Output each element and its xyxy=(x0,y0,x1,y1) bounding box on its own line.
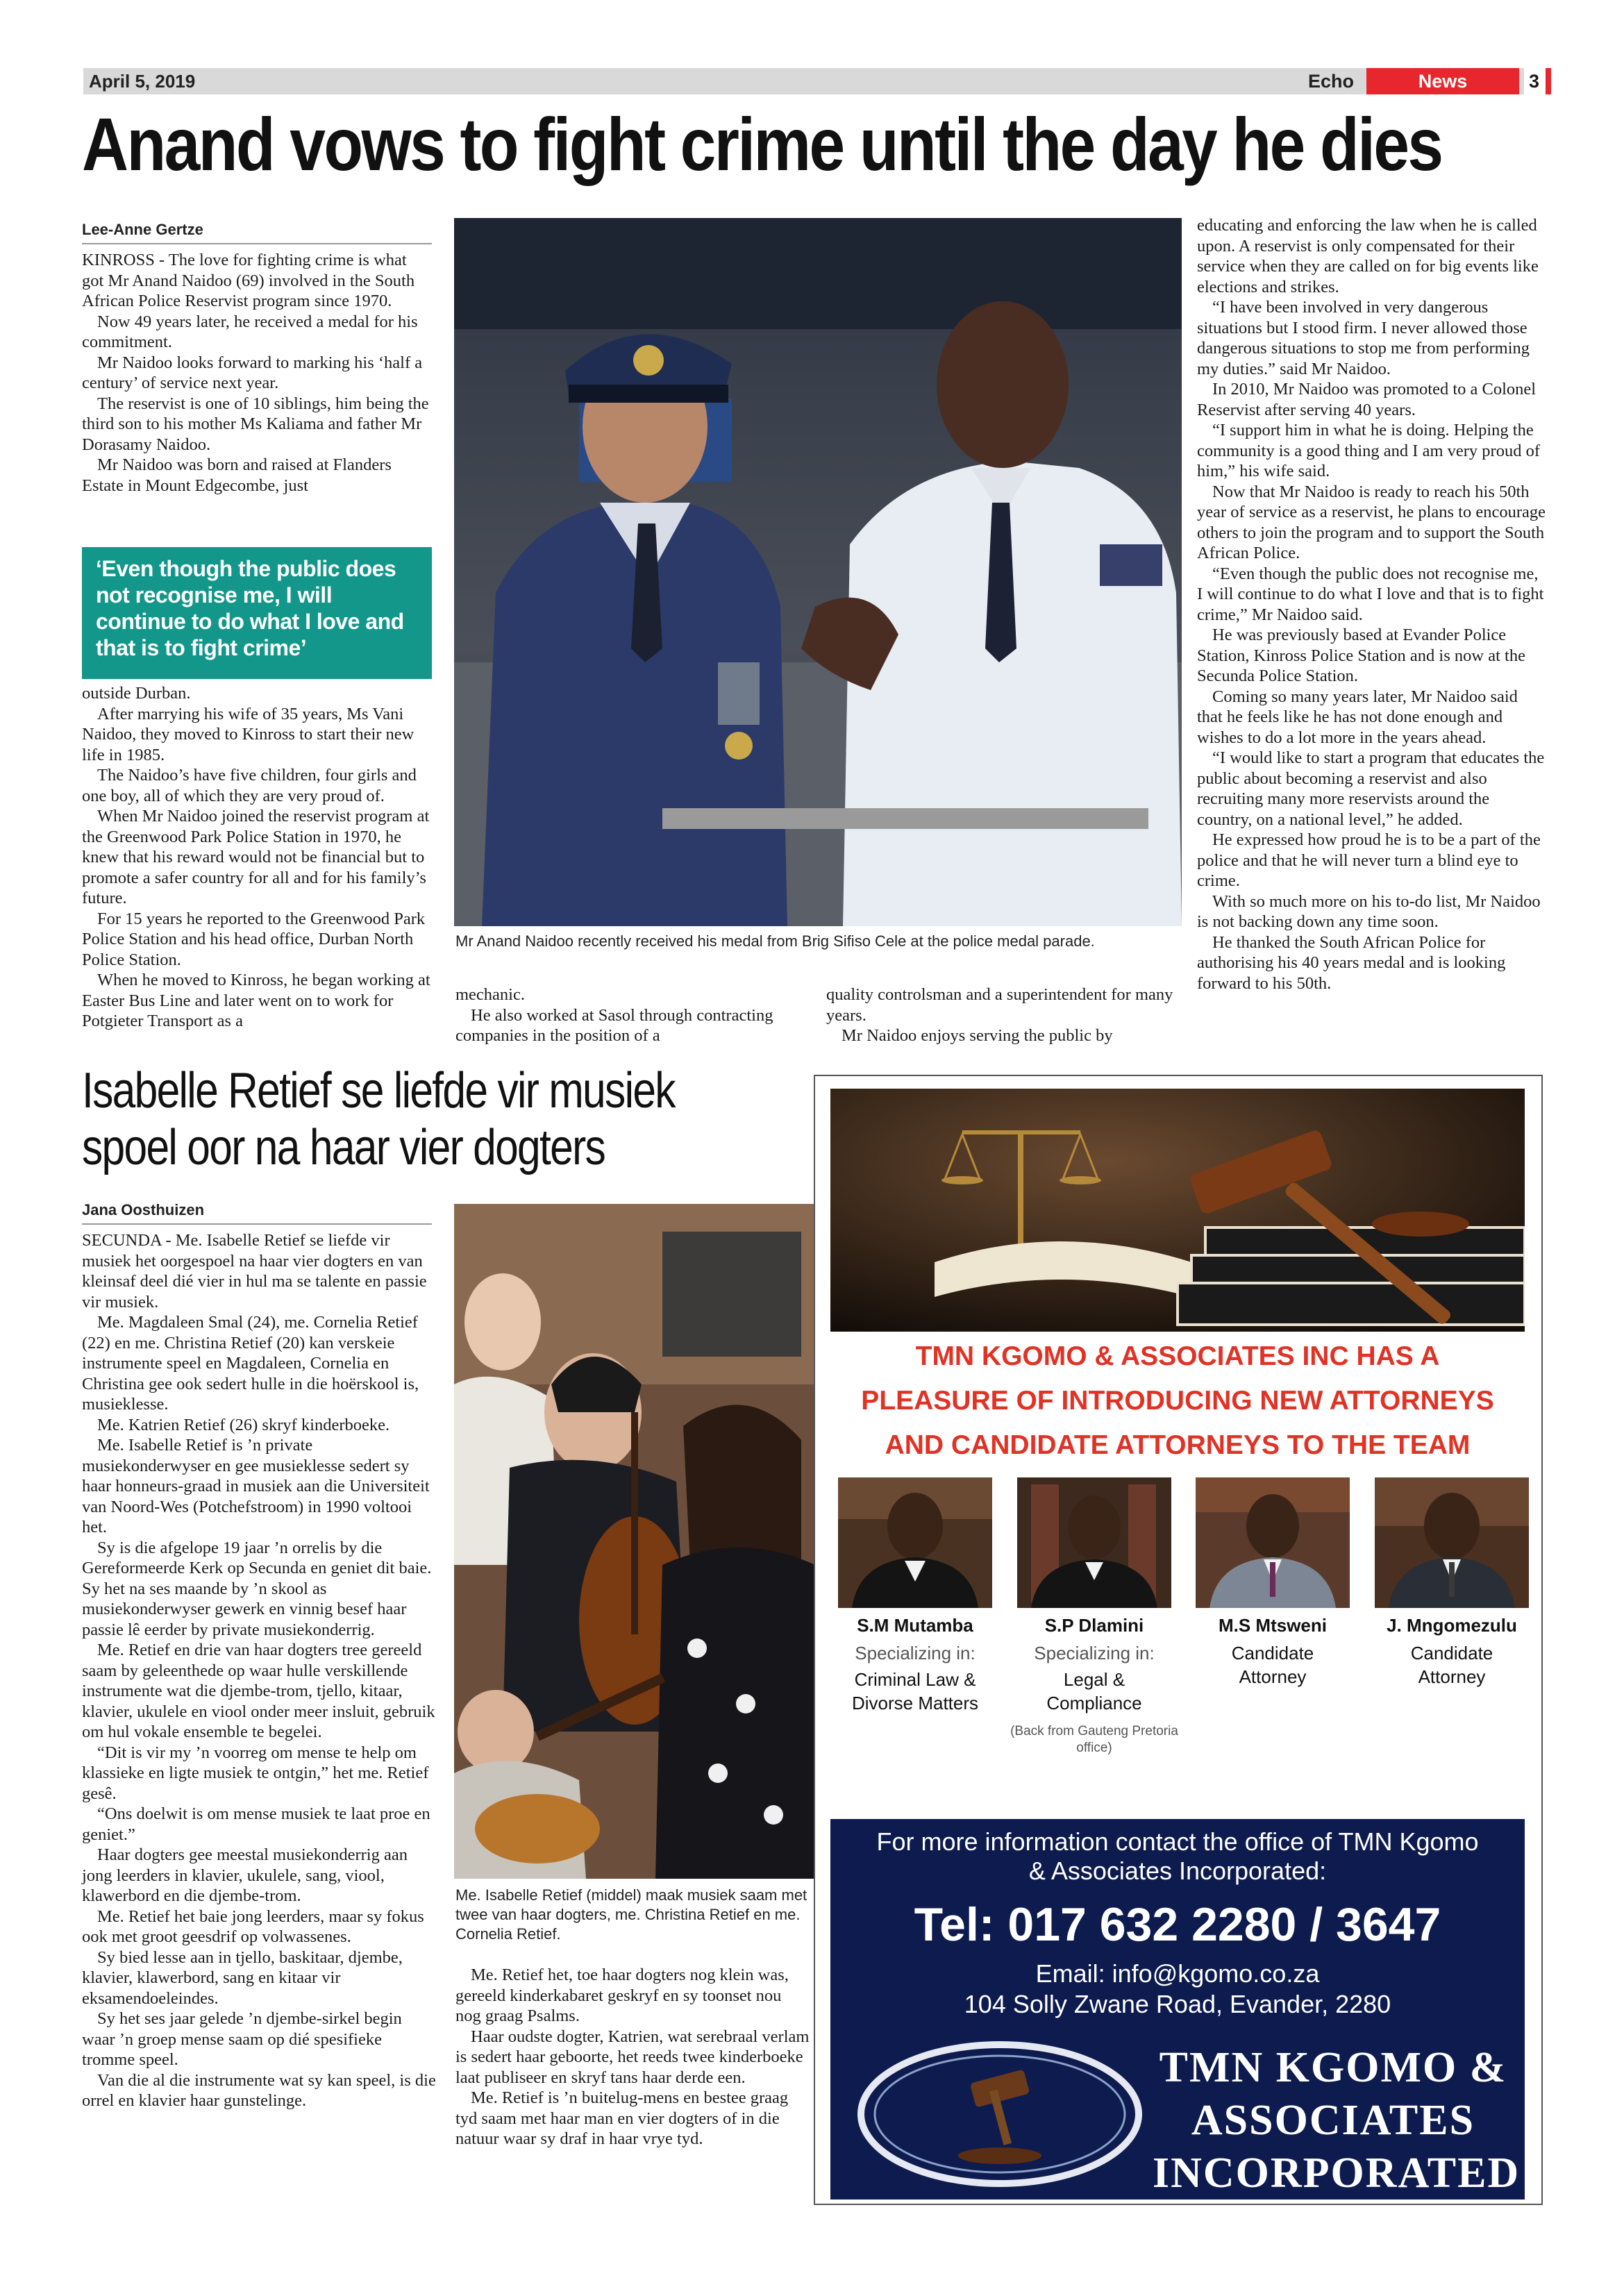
paragraph: Coming so many years later, Mr Naidoo said that he feels like he has not done enough and wishes to do a lot more in the years ahead. xyxy=(1197,687,1518,747)
attorney-spec-2: Specializing in: xyxy=(1034,1643,1155,1664)
attorney-photo-4 xyxy=(1375,1477,1529,1608)
paragraph: Sy het ses jaar gelede ’n djembe-sirkel begin waar ’n groep mense saam op dié spesifieke tromme speel. xyxy=(82,2009,402,2069)
paragraph: When Mr Naidoo joined the reservist program at the Greenwood Park Police Station in 1970, he knew that his reward would not be financial but to promote a safer country for all and for his family’s future. xyxy=(82,807,430,907)
paragraph: “I have been involved in very dangerous situations but I stood firm. I never allowed those dangerous situations to stop me from performing my duties.” said Mr Naidoo. xyxy=(1197,298,1530,378)
pull-quote: ‘Even though the public does not recognise me, I will continue to do what I love and that is to fight crime’ xyxy=(82,547,432,679)
music-family-photo xyxy=(454,1204,815,1879)
advert-headline-line2: PLEASURE OF INTRODUCING NEW ATTORNEYS xyxy=(861,1386,1494,1416)
logo-line: INCORPORATED xyxy=(1153,2150,1521,2197)
paragraph: educating and enforcing the law when he is called upon. A reservist is only compensated for their service when they are called on for big events like elections and strikes. xyxy=(1197,216,1539,296)
paragraph: SECUNDA - Me. Isabelle Retief se liefde vir musiek het oorgespoel na haar vier dogters en van kleinsaf deel dié vier in hul ma se talente en passie vir musiek. xyxy=(82,1231,427,1312)
logo-line: TMN KGOMO & xyxy=(1159,2044,1507,2091)
attorney-name-1: S.M Mutamba xyxy=(857,1615,973,1636)
publication-name: Echo xyxy=(1307,71,1354,92)
paragraph: Haar oudste dogter, Katrien, wat serebraal verlam is sedert haar geboorte, het reeds twee kinderboeke laat publiseer en skryf tans haar derde een. xyxy=(455,2027,810,2087)
paragraph: Me. Retief het baie jong leerders, maar sy fokus ook met groot geesdrif op volwassenes. xyxy=(82,1907,424,1946)
paragraph: After marrying his wife of 35 years, Ms Vani Naidoo, they moved to Kinross to start their new life in 1985. xyxy=(82,704,415,764)
attorney-area-4: Candidate Attorney xyxy=(1410,1643,1493,1687)
gavel-logo-icon xyxy=(854,2034,1146,2194)
paragraph: Me. Retief het, toe haar dogters nog klein was, gereeld kinderkabaret geskryf en sy toonset nou nog graag Psalms. xyxy=(455,1966,789,2025)
article2-headline: Isabelle Retief se liefde vir musiek spoel oor na haar vier dogters xyxy=(82,1063,675,1175)
advert-contact-intro: For more information contact the office of TMN Kgomo & Associates Incorporated: xyxy=(876,1827,1479,1885)
attorney-photo-2 xyxy=(1017,1477,1171,1608)
article2-byline: Jana Oosthuizen xyxy=(82,1201,432,1225)
paragraph: Sy bied lesse aan in tjello, baskitaar, djembe, klavier, klawerbord, sang en kitaar vir eksamendoeleindes. xyxy=(82,1947,403,2008)
attorney-name-3: M.S Mtsweni xyxy=(1218,1615,1327,1636)
paragraph: Now 49 years later, he received a medal for his commitment. xyxy=(82,312,418,351)
advert-telephone: Tel: 017 632 2280 / 3647 xyxy=(914,1898,1441,1951)
article1-col1-bottom xyxy=(82,683,432,1032)
page-number: 3 xyxy=(1524,68,1544,94)
attorney-spec-1: Specializing in: xyxy=(855,1643,976,1664)
paragraph: Sy is die afgelope 19 jaar ’n orrelis by die Gereformeerde Kerk op Secunda en geniet dit baie. Sy het na ses maande by ’n skool as musiekonderwyser gewerk en vinnig besef haar passie lê eerder by private musiekonderrig. xyxy=(82,1538,432,1639)
photo-caption: Me. Isabelle Retief (middel) maak musiek saam met twee van haar dogters, me. Christina Retief en me. Cornelia Retief. xyxy=(455,1886,807,1943)
paragraph: He thanked the South African Police for authorising his 40 years medal and is looking forward to his 50th. xyxy=(1197,932,1506,993)
attorney-name-4: J. Mngomezulu xyxy=(1387,1615,1517,1636)
attorney-note-2: (Back from Gauteng Pretoria office) xyxy=(1010,1724,1178,1755)
section-label: News xyxy=(1366,68,1519,94)
paragraph: Me. Retief en drie van haar dogters tree gereeld saam by geleenthede op waar hulle verskillende instrumente wat die djembe-trom, tjello, kitaar, klavier, ukulele en viool onder meer insluit, gebruik om hul vokale ensemble te begelei. xyxy=(82,1641,435,1741)
logo-line: ASSOCIATES xyxy=(1191,2097,1475,2144)
article1-byline: Lee-Anne Gertze xyxy=(82,221,432,244)
paragraph: For 15 years he reported to the Greenwood Park Police Station and his head office, Durban North Police Station. xyxy=(82,909,426,969)
article2-col2 xyxy=(455,1965,810,2150)
paragraph: “Even though the public does not recognise me, I will continue to do what I love and that is to fight crime,” Mr Naidoo said. xyxy=(1197,564,1544,624)
paragraph: Me. Retief is ’n buitelug-mens en bestee graag tyd saam met haar man en vier dogters of in die natuur waar sy draf in haar vrye tyd. xyxy=(455,2088,789,2148)
paragraph: Me. Katrien Retief (26) skryf kinderboeke. xyxy=(97,1415,390,1434)
article1-headline: Anand vows to fight crime until the day he dies xyxy=(82,102,1442,186)
paragraph: The Naidoo’s have five children, four girls and one boy, all of which they are very proud of. xyxy=(82,766,417,805)
attorney-area-1: Criminal Law & Divorse Matters xyxy=(851,1669,979,1713)
paragraph: “Dit is vir my ’n voorreg om mense te help om klassieke en ligte musiek te ontgin,” het me. Retief gesê. xyxy=(82,1743,429,1803)
advert-address: 104 Solly Zwane Road, Evander, 2280 xyxy=(964,1990,1391,2018)
paragraph: Mr Naidoo was born and raised at Flanders Estate in Mount Edgecombe, just xyxy=(82,455,392,495)
paragraph: Mr Naidoo looks forward to marking his ‘half a century’ of service next year. xyxy=(82,353,423,392)
paragraph: outside Durban. xyxy=(82,684,191,703)
gavel-scales-image xyxy=(830,1089,1525,1332)
article1-col4 xyxy=(1197,215,1547,994)
paragraph: mechanic. xyxy=(455,985,525,1004)
paragraph: “I would like to start a program that educates the public about becoming a reservist and also recruiting many more reservists around the country, on a national level,” he added. xyxy=(1197,748,1545,829)
paragraph: Me. Magdaleen Smal (24), me. Cornelia Retief (22) en me. Christina Retief (20) kan verskeie instrumente speel en Magdaleen, Cornelia en Christina gee ook sedert hulle in die hoërskool is, musieklesse. xyxy=(82,1313,419,1414)
article1-col2 xyxy=(455,984,803,1046)
article2-col1 xyxy=(82,1230,436,2111)
paragraph: In 2010, Mr Naidoo was promoted to a Colonel Reservist after serving 40 years. xyxy=(1197,380,1537,419)
paragraph: When he moved to Kinross, he began working at Easter Bus Line and later went on to work for Potgieter Transport as a xyxy=(82,971,430,1030)
article1-col1-top xyxy=(82,250,432,496)
paragraph: quality controlsman and a superintendent for many years. xyxy=(826,985,1173,1025)
paragraph: He expressed how proud he is to be a part of the police and that he will never turn a blind eye to crime. xyxy=(1197,830,1541,890)
attorney-area-3: Candidate Attorney xyxy=(1231,1643,1314,1687)
advert-headline-line1: TMN KGOMO & ASSOCIATES INC HAS A xyxy=(915,1341,1440,1371)
advert-email: Email: info@kgomo.co.za xyxy=(1035,1959,1320,1988)
article1-col3 xyxy=(826,984,1173,1046)
paragraph: “I support him in what he is doing. Helping the community is a good thing and I am very proud of him,” his wife said. xyxy=(1197,421,1540,480)
paragraph: Van die al die instrumente wat sy kan speel, is die orrel en klavier haar gunstelinge. xyxy=(82,2070,436,2110)
medal-ceremony-photo xyxy=(454,218,1182,926)
photo-caption: Mr Anand Naidoo recently received his medal from Brig Sifiso Cele at the police medal parade. xyxy=(455,932,1095,950)
attorney-area-2: Legal & Compliance xyxy=(1046,1669,1142,1713)
paragraph: KINROSS - The love for fighting crime is what got Mr Anand Naidoo (69) involved in the South African Police Reservist program since 1970. xyxy=(82,251,415,310)
paragraph: With so much more on his to-do list, Mr Naidoo is not backing down any time soon. xyxy=(1197,891,1541,931)
paragraph: The reservist is one of 10 siblings, him being the third son to his mother Ms Kaliama and father Mr Dorasamy Naidoo. xyxy=(82,394,429,454)
paragraph: “Ons doelwit is om mense musiek te laat proe en geniet.” xyxy=(82,1804,430,1844)
paragraph: He was previously based at Evander Police Station, Kinross Police Station and is now at the Secunda Police Station. xyxy=(1197,626,1525,685)
header-accent xyxy=(1546,68,1551,94)
attorney-name-2: S.P Dlamini xyxy=(1044,1615,1144,1636)
attorney-photo-1 xyxy=(838,1477,992,1608)
paragraph: Me. Isabelle Retief is ’n private musiekonderwyser en gee musieklesse sedert sy haar honneurs-graad in musiek aan die Universiteit van Noord-Wes (Potchefstroom) in 1990 voltooi het. xyxy=(82,1436,430,1536)
paragraph: Haar dogters gee meestal musiekonderrig aan jong leerders in klavier, ukulele, sang, viool, klawerbord en die djembe-trom. xyxy=(82,1845,408,1905)
paragraph: Now that Mr Naidoo is ready to reach his 50th year of service as a reservist, he plans to encourage others to join the program and to support the South African Police. xyxy=(1197,482,1546,562)
paragraph: He also worked at Sasol through contracting companies in the position of a xyxy=(455,1005,773,1045)
advert-logo-text xyxy=(1153,2041,1521,2199)
attorney-photo-3 xyxy=(1196,1477,1350,1608)
advert-headline-line3: AND CANDIDATE ATTORNEYS TO THE TEAM xyxy=(885,1430,1471,1460)
paragraph: Mr Naidoo enjoys serving the public by xyxy=(842,1026,1113,1045)
issue-date: April 5, 2019 xyxy=(89,71,196,92)
